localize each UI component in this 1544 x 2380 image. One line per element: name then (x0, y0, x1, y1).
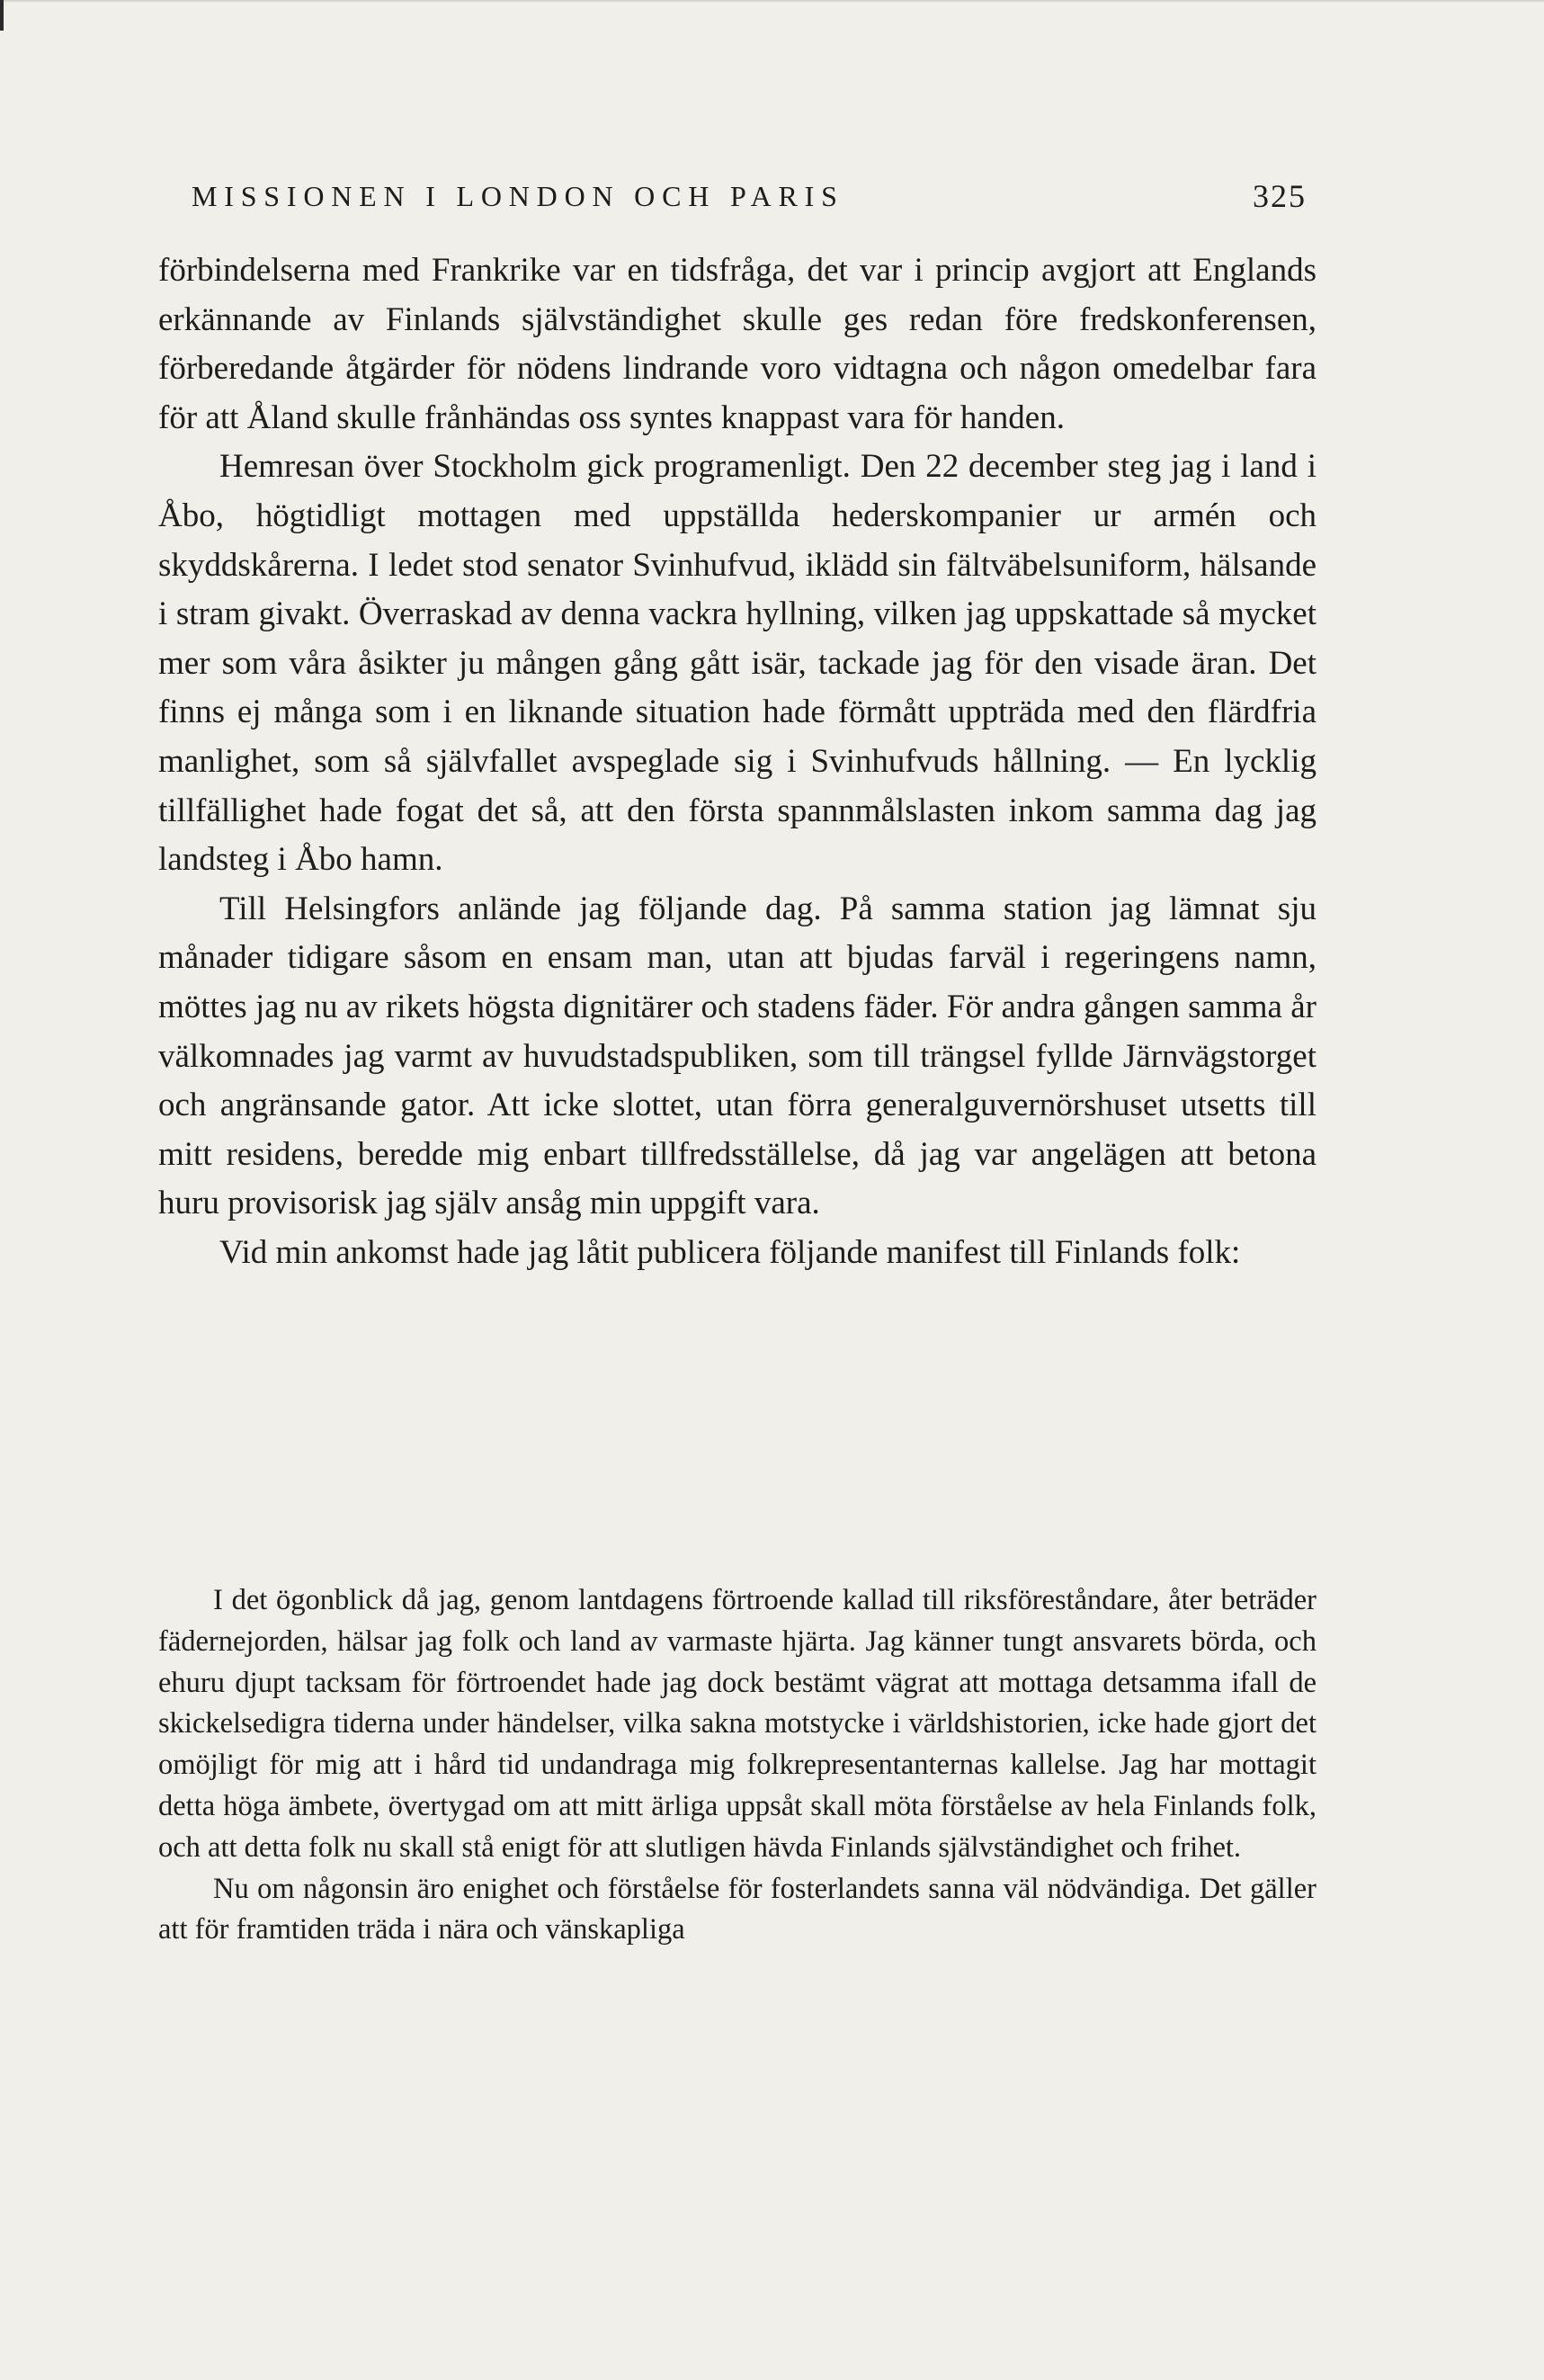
paragraph: Hemresan över Stockholm gick programenligt. Den 22 december steg jag i land i Åbo, högtidligt mottagen med uppställda hederskompanier ur armén och skyddskårerna. I ledet stod senator Svinhufvud, iklädd sin fältväbelsuniform, hälsande i stram givakt. Överraskad av denna vackra hyllning, vilken jag uppskattade så mycket mer som våra åsikter ju mången gång gått isär, tackade jag för den visade äran. Det finns ej många som i en liknande situation hade förmått uppträda med den flärdfria manlighet, som så självfallet avspeglade sig i Svinhufvuds hållning. — En lycklig tillfällighet hade fogat det så, att den första spannmålslasten inkom samma dag jag landsteg i Åbo hamn. (158, 448, 1316, 879)
scan-edge-mark (0, 0, 4, 31)
manifest-paragraph: Nu om någonsin äro enighet och förståelse för fosterlandets sanna väl nödvändiga. Det gäller att för framtiden träda i nära och vänskapliga (158, 1872, 1316, 1946)
scan-top-edge (0, 0, 1544, 2)
paragraph: Till Helsingfors anlände jag följande dag. På samma station jag lämnat sju månader tidigare såsom en ensam man, utan att bjudas farväl i regeringens namn, möttes jag nu av rikets högsta dignitärer och stadens fäder. För andra gången samma år välkomnades jag varmt av huvudstadspubliken, som till trängsel fyllde Järnvägstorget och angränsande gator. Att icke slottet, utan förra generalguvernörshuset utsetts till mitt residens, beredde mig enbart tillfredsställelse, då jag var angelägen att betona huru provisorisk jag själv ansåg min uppgift vara. (158, 890, 1316, 1222)
paragraph: Vid min ankomst hade jag låtit publicera följande manifest till Finlands folk: (219, 1233, 1241, 1271)
manifest-quote (158, 1580, 1316, 1951)
page-header (192, 174, 1307, 219)
page-number: 325 (1253, 178, 1307, 214)
body-text (158, 246, 1316, 1277)
manifest-paragraph: I det ögonblick då jag, genom lantdagens förtroende kallad till riksföreståndare, åter beträder fädernejorden, hälsar jag folk och land av varmaste hjärta. Jag känner tungt ansvarets börda, och ehuru djupt tacksam för förtroendet hade jag dock bestämt vägrat att mottaga detsamma ifall de skickelsedigra tiderna under händelser, vilka sakna motstycke i världshistorien, icke hade gjort det omöjligt för mig att i hård tid undandraga mig folkrepresentanternas kallelse. Jag har mottagit detta höga ämbete, övertygad om att mitt ärliga uppsåt skall möta förståelse av hela Finlands folk, och att detta folk nu skall stå enigt för att slutligen hävda Finlands självständighet och frihet. (158, 1584, 1316, 1864)
paragraph-continuation: förbindelserna med Frankrike var en tidsfråga, det var i princip avgjort att Englands erkännande av Finlands självständighet skulle ges redan före fredskonferensen, förberedande åtgärder för nödens lindrande voro vidtagna och någon omedelbar fara för att Åland skulle frånhändas oss syntes knappast vara för handen. (158, 252, 1316, 436)
running-title: MISSIONEN I LONDON OCH PARIS (192, 180, 844, 212)
